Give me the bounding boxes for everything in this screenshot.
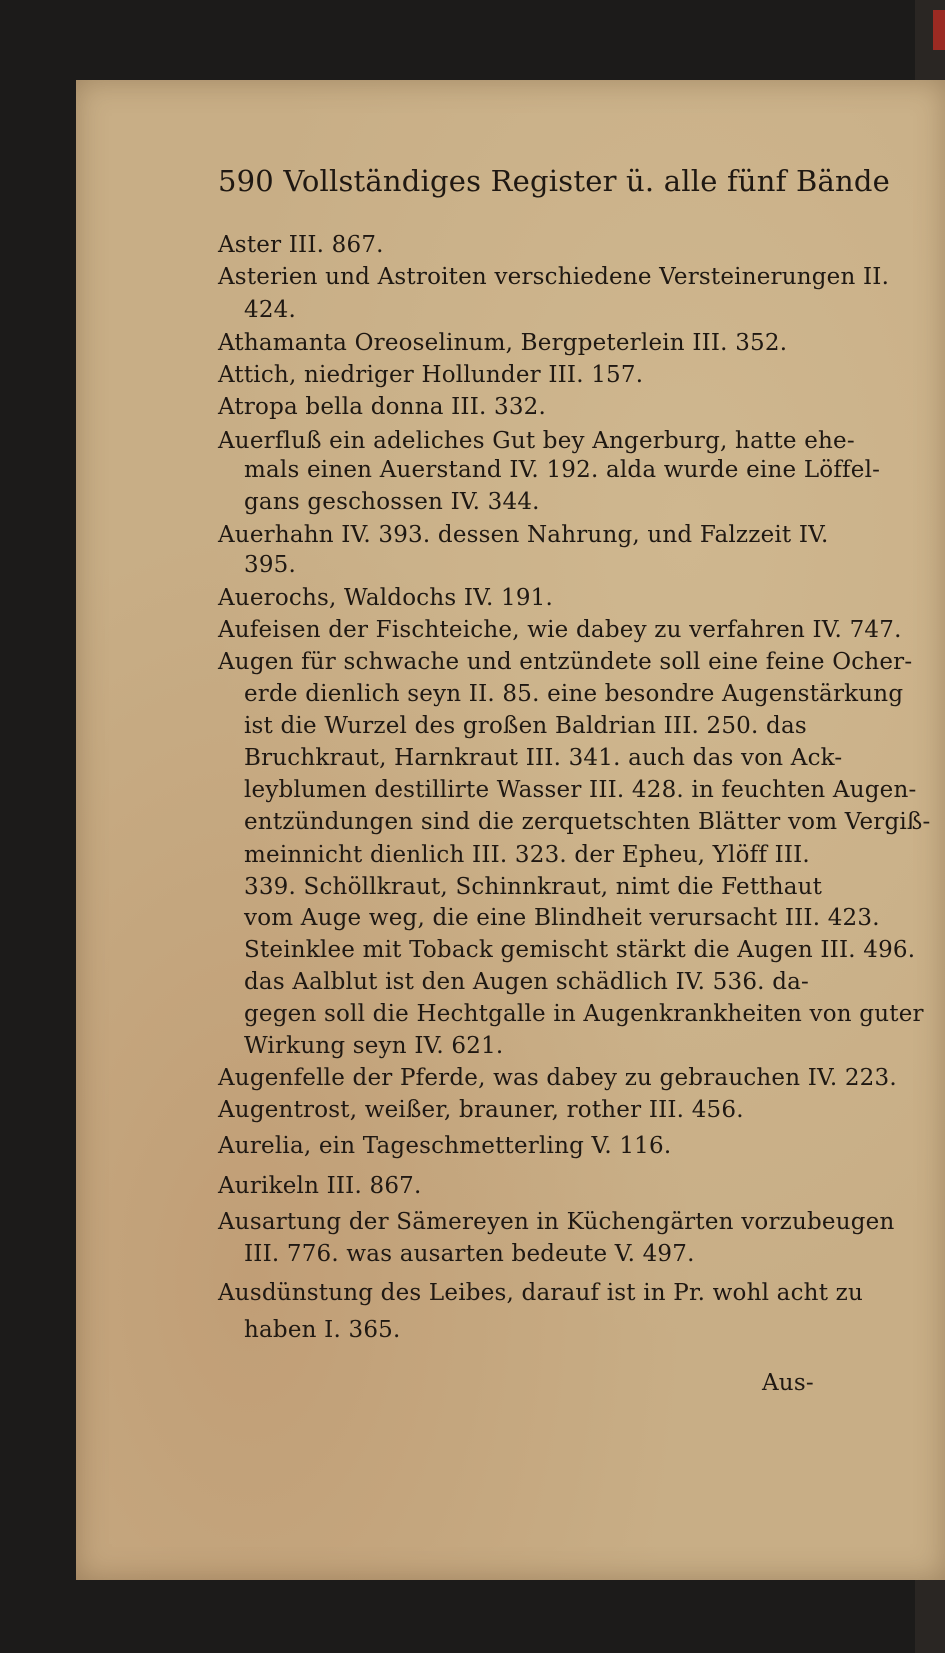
index-entry-continuation-line: meinnicht dienlich III. 323. der Epheu, Ylöff III. xyxy=(244,842,810,868)
page-number: 590 xyxy=(218,164,274,198)
page-header xyxy=(218,166,890,196)
index-entry-continuation-line: III. 776. was ausarten bedeute V. 497. xyxy=(244,1241,695,1267)
index-entry-heading-line: Aufeisen der Fischteiche, wie dabey zu verfahren IV. 747. xyxy=(218,617,902,643)
index-entry-heading-line: Asterien und Astroiten verschiedene Versteinerungen II. xyxy=(218,264,890,290)
index-entry-continuation-line: vom Auge weg, die eine Blindheit verursacht III. 423. xyxy=(244,905,880,931)
index-entry-continuation-line: 395. xyxy=(244,552,297,578)
index-entry-heading-line: Aurikeln III. 867. xyxy=(218,1173,422,1199)
book-page xyxy=(76,80,945,1580)
index-entry-heading-line: Augenfelle der Pferde, was dabey zu gebrauchen IV. 223. xyxy=(218,1065,897,1091)
index-entry-heading-line: Atropa bella donna III. 332. xyxy=(218,394,547,420)
index-entry-continuation-line: Bruchkraut, Harnkraut III. 341. auch das von Ack- xyxy=(244,745,843,771)
index-entry-heading-line: Ausartung der Sämereyen in Küchengärten vorzubeugen xyxy=(218,1209,895,1235)
index-entry-continuation-line: 339. Schöllkraut, Schinnkraut, nimt die Fetthaut xyxy=(244,874,823,900)
index-entry-heading-line: Athamanta Oreoselinum, Bergpeterlein III. 352. xyxy=(218,330,788,356)
index-entry-heading-line: Aster III. 867. xyxy=(218,232,384,258)
index-entry-heading-line: Auerochs, Waldochs IV. 191. xyxy=(218,585,553,611)
index-entry-heading-line: Augen für schwache und entzündete soll eine feine Ocher- xyxy=(218,649,913,675)
index-entry-continuation-line: ist die Wurzel des großen Baldrian III. 250. das xyxy=(244,713,807,739)
index-entry-continuation-line: entzündungen sind die zerquetschten Blätter vom Vergiß- xyxy=(244,809,931,835)
index-entry-continuation-line: gegen soll die Hechtgalle in Augenkrankheiten von guter xyxy=(244,1001,924,1027)
index-entry-continuation-line: Wirkung seyn IV. 621. xyxy=(244,1033,504,1059)
index-entry-heading-line: Aurelia, ein Tageschmetterling V. 116. xyxy=(218,1133,672,1159)
catchword: Aus- xyxy=(762,1370,814,1396)
index-entry-continuation-line: erde dienlich seyn II. 85. eine besondre Augenstärkung xyxy=(244,681,904,707)
index-entry-heading-line: Ausdünstung des Leibes, darauf ist in Pr. wohl acht zu xyxy=(218,1280,863,1306)
index-entry-continuation-line: Steinklee mit Toback gemischt stärkt die Augen III. 496. xyxy=(244,937,916,963)
bookmark-tab xyxy=(933,10,945,50)
index-entry-heading-line: Augentrost, weißer, brauner, rother III. 456. xyxy=(218,1097,744,1123)
index-entry-continuation-line: haben I. 365. xyxy=(244,1317,401,1343)
running-title: Vollständiges Register ü. alle fünf Bände xyxy=(283,164,891,198)
index-entry-continuation-line: das Aalblut ist den Augen schädlich IV. 536. da- xyxy=(244,969,810,995)
index-entry-heading-line: Attich, niedriger Hollunder III. 157. xyxy=(218,362,644,388)
index-entry-heading-line: Auerfluß ein adeliches Gut bey Angerburg, hatte ehe- xyxy=(218,428,855,454)
index-entry-heading-line: Auerhahn IV. 393. dessen Nahrung, und Falzzeit IV. xyxy=(218,522,829,548)
index-entry-continuation-line: mals einen Auerstand IV. 192. alda wurde eine Löffel- xyxy=(244,457,881,483)
index-entry-continuation-line: 424. xyxy=(244,297,297,323)
index-entry-continuation-line: leyblumen destillirte Wasser III. 428. in feuchten Augen- xyxy=(244,777,917,803)
index-entry-continuation-line: gans geschossen IV. 344. xyxy=(244,489,540,515)
